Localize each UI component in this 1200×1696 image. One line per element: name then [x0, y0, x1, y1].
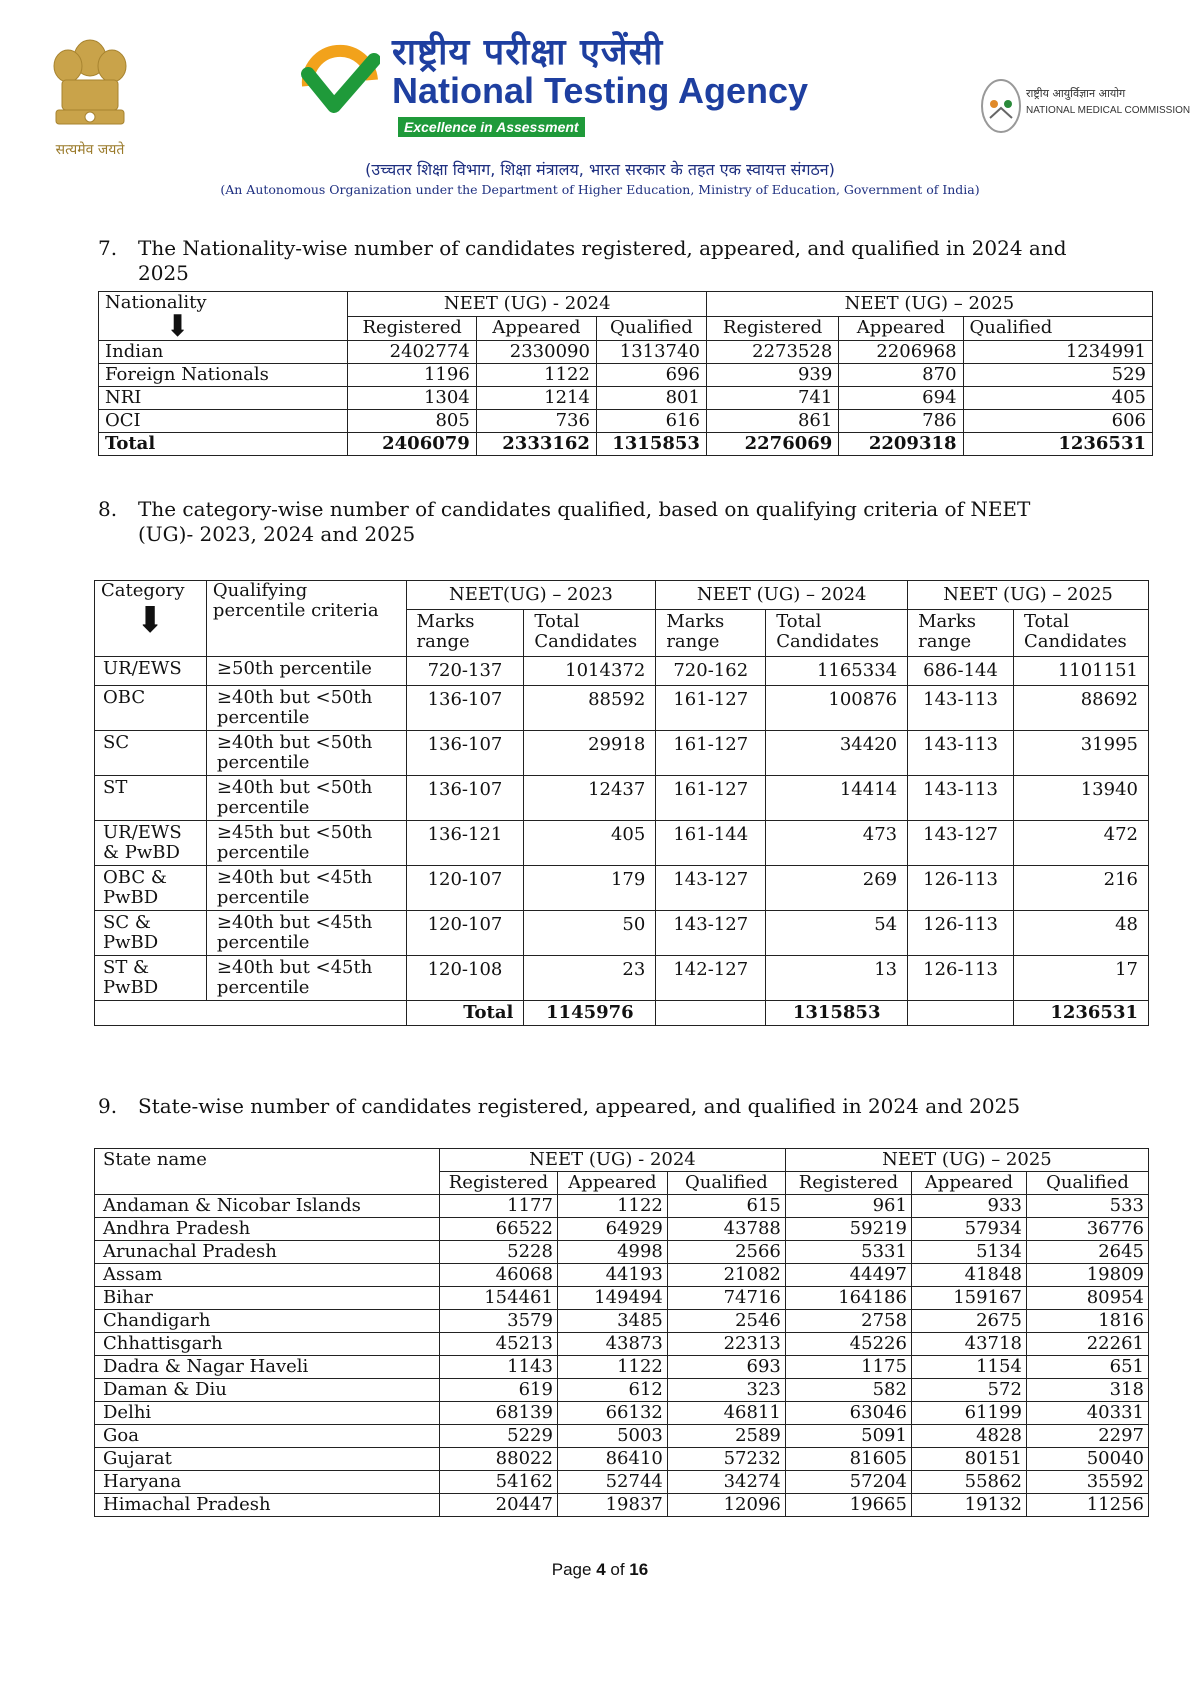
cell: 1143 — [439, 1356, 557, 1379]
cell: 1165334 — [766, 657, 908, 686]
cell: 2566 — [667, 1241, 785, 1264]
cell: Goa — [95, 1425, 440, 1448]
table-row — [99, 410, 1153, 433]
sub-header: Appeared — [476, 316, 596, 341]
section-number: 7. — [98, 236, 118, 260]
cell: Chandigarh — [95, 1310, 440, 1333]
cell: 2546 — [667, 1310, 785, 1333]
cell: 2333162 — [476, 433, 596, 456]
cell: 1313740 — [596, 341, 706, 364]
cell: SC — [95, 731, 207, 776]
cell: 61199 — [911, 1402, 1026, 1425]
cell: 57232 — [667, 1448, 785, 1471]
sub-header: Marks range — [406, 610, 524, 657]
cell: 1236531 — [1013, 1001, 1148, 1026]
group-header-2025: NEET (UG) – 2025 — [785, 1149, 1148, 1172]
table-row — [95, 686, 1149, 731]
cell: 1122 — [557, 1356, 667, 1379]
table-row — [99, 364, 1153, 387]
cell: 19837 — [557, 1494, 667, 1517]
cell: 5228 — [439, 1241, 557, 1264]
cell: Himachal Pradesh — [95, 1494, 440, 1517]
cell: 933 — [911, 1195, 1026, 1218]
cell: 612 — [557, 1379, 667, 1402]
cell: 81605 — [785, 1448, 911, 1471]
cell: 179 — [524, 866, 656, 911]
cell: 405 — [524, 821, 656, 866]
cell: 43873 — [557, 1333, 667, 1356]
section-number: 9. — [98, 1094, 118, 1118]
cell: 473 — [766, 821, 908, 866]
cell: UR/EWS — [95, 657, 207, 686]
cell: 80151 — [911, 1448, 1026, 1471]
section-title-continued: 2025 — [138, 261, 189, 285]
cell: 143-113 — [908, 776, 1014, 821]
cell: 136-107 — [406, 731, 524, 776]
section-8-heading — [98, 497, 1118, 547]
cell: Foreign Nationals — [99, 364, 348, 387]
group-header-2025: NEET (UG) – 2025 — [706, 292, 1152, 317]
cell: 19665 — [785, 1494, 911, 1517]
cell: 35592 — [1026, 1471, 1148, 1494]
cell: 686-144 — [908, 657, 1014, 686]
cell: 2209318 — [839, 433, 963, 456]
cell: Assam — [95, 1264, 440, 1287]
cell: Bihar — [95, 1287, 440, 1310]
cell: 805 — [348, 410, 476, 433]
cell: Indian — [99, 341, 348, 364]
table-row — [95, 866, 1149, 911]
cell: 142-127 — [656, 956, 766, 1001]
cell: 41848 — [911, 1264, 1026, 1287]
cell: 136-121 — [406, 821, 524, 866]
cell: 52744 — [557, 1471, 667, 1494]
table-row — [95, 731, 1149, 776]
section-7-heading — [98, 236, 1118, 286]
table-row — [95, 1310, 1149, 1333]
cell: 3579 — [439, 1310, 557, 1333]
sub-header: Qualified — [667, 1172, 785, 1195]
table-total-row — [95, 1001, 1149, 1026]
sub-header: Qualified — [963, 316, 1152, 341]
cell: 5229 — [439, 1425, 557, 1448]
cell: 2675 — [911, 1310, 1026, 1333]
cell: 741 — [706, 387, 838, 410]
nta-tagline: Excellence in Assessment — [398, 117, 585, 137]
nationality-table — [98, 291, 1153, 456]
cell: 44497 — [785, 1264, 911, 1287]
table-row — [95, 1218, 1149, 1241]
cell: 19132 — [911, 1494, 1026, 1517]
section-title: The Nationality-wise number of candidates registered, appeared, and qualified in 2024 and — [138, 236, 1067, 260]
cell: NRI — [99, 387, 348, 410]
sub-header: Total Candidates — [1013, 610, 1148, 657]
cell: 870 — [839, 364, 963, 387]
cell: 88022 — [439, 1448, 557, 1471]
cell: 66132 — [557, 1402, 667, 1425]
sub-header: Total Candidates — [524, 610, 656, 657]
cell: 68139 — [439, 1402, 557, 1425]
cell: 939 — [706, 364, 838, 387]
cell: 45213 — [439, 1333, 557, 1356]
cell: 2406079 — [348, 433, 476, 456]
table-row — [95, 1448, 1149, 1471]
sub-header: Marks range — [656, 610, 766, 657]
cell — [908, 1001, 1014, 1026]
cell: 22313 — [667, 1333, 785, 1356]
table-row — [95, 1402, 1149, 1425]
cell: 651 — [1026, 1356, 1148, 1379]
cell: 1196 — [348, 364, 476, 387]
cell: 11256 — [1026, 1494, 1148, 1517]
cell: UR/EWS & PwBD — [95, 821, 207, 866]
table-row — [95, 1195, 1149, 1218]
cell: 2330090 — [476, 341, 596, 364]
cell: 1014372 — [524, 657, 656, 686]
cell: Total — [99, 433, 348, 456]
cell: ≥40th but <45th percentile — [206, 866, 406, 911]
cell: 54 — [766, 911, 908, 956]
cell: 529 — [963, 364, 1152, 387]
nmc-hindi-name: राष्ट्रीय आयुर्विज्ञान आयोग — [1026, 87, 1126, 100]
cell: Andhra Pradesh — [95, 1218, 440, 1241]
page-total: 16 — [629, 1560, 649, 1579]
cell: 23 — [524, 956, 656, 1001]
cell: 161-144 — [656, 821, 766, 866]
cell — [95, 1001, 407, 1026]
cell: 1234991 — [963, 341, 1152, 364]
table-row — [95, 1264, 1149, 1287]
cell: 100876 — [766, 686, 908, 731]
nmc-english-name: NATIONAL MEDICAL COMMISSION — [1026, 105, 1191, 116]
sub-header: Appeared — [557, 1172, 667, 1195]
state-column-header: State name — [95, 1149, 440, 1195]
page-footer — [0, 1560, 1200, 1580]
cell: Gujarat — [95, 1448, 440, 1471]
cell: 5331 — [785, 1241, 911, 1264]
cell: 34420 — [766, 731, 908, 776]
cell: ≥45th but <50th percentile — [206, 821, 406, 866]
cell: 136-107 — [406, 776, 524, 821]
cell: Arunachal Pradesh — [95, 1241, 440, 1264]
cell: 693 — [667, 1356, 785, 1379]
cell: 50 — [524, 911, 656, 956]
cell: ST — [95, 776, 207, 821]
cell: 126-113 — [908, 956, 1014, 1001]
group-header-2024: NEET (UG) – 2024 — [656, 581, 908, 610]
cell: 2402774 — [348, 341, 476, 364]
cell: 74716 — [667, 1287, 785, 1310]
cell: 2589 — [667, 1425, 785, 1448]
cell: 143-127 — [908, 821, 1014, 866]
cell: OCI — [99, 410, 348, 433]
page-middle: of — [605, 1560, 630, 1579]
page-current: 4 — [596, 1560, 606, 1579]
cell: Chhattisgarh — [95, 1333, 440, 1356]
sub-header: Registered — [439, 1172, 557, 1195]
cell: 606 — [963, 410, 1152, 433]
cell: 154461 — [439, 1287, 557, 1310]
cell: 14414 — [766, 776, 908, 821]
cell: Dadra & Nagar Haveli — [95, 1356, 440, 1379]
cell: ≥40th but <50th percentile — [206, 776, 406, 821]
cell: 161-127 — [656, 776, 766, 821]
cell: Daman & Diu — [95, 1379, 440, 1402]
column-label: Category — [101, 580, 185, 601]
nmc-logo — [980, 78, 1022, 134]
cell: 80954 — [1026, 1287, 1148, 1310]
cell: 582 — [785, 1379, 911, 1402]
section-title: State-wise number of candidates registered, appeared, and qualified in 2024 and 2025 — [138, 1094, 1021, 1118]
cell: 13940 — [1013, 776, 1148, 821]
cell: Delhi — [95, 1402, 440, 1425]
sub-header: Registered — [785, 1172, 911, 1195]
cell: 12437 — [524, 776, 656, 821]
cell: 2276069 — [706, 433, 838, 456]
cell: 59219 — [785, 1218, 911, 1241]
group-header-2024: NEET (UG) - 2024 — [439, 1149, 785, 1172]
cell: 1101151 — [1013, 657, 1148, 686]
cell: 3485 — [557, 1310, 667, 1333]
cell: 861 — [706, 410, 838, 433]
section-number: 8. — [98, 497, 118, 521]
cell: 136-107 — [406, 686, 524, 731]
cell: ≥40th but <45th percentile — [206, 911, 406, 956]
cell: 159167 — [911, 1287, 1026, 1310]
cell: ≥50th percentile — [206, 657, 406, 686]
cell: Haryana — [95, 1471, 440, 1494]
cell: 405 — [963, 387, 1152, 410]
cell: 696 — [596, 364, 706, 387]
state-table — [94, 1148, 1149, 1517]
sub-header: Registered — [348, 316, 476, 341]
cell: 1816 — [1026, 1310, 1148, 1333]
table-row — [99, 387, 1153, 410]
cell: 120-108 — [406, 956, 524, 1001]
organization-description-english: (An Autonomous Organization under the Department of Higher Education, Ministry of Education, Government of India) — [220, 182, 980, 197]
arrow-down-icon: ⬇ — [135, 600, 166, 641]
cell: 46811 — [667, 1402, 785, 1425]
sub-header: Registered — [706, 316, 838, 341]
cell: 1236531 — [963, 433, 1152, 456]
cell: 12096 — [667, 1494, 785, 1517]
sub-header: Qualified — [1026, 1172, 1148, 1195]
cell: 1214 — [476, 387, 596, 410]
cell: 143-127 — [656, 911, 766, 956]
nta-hindi-name: राष्ट्रीय परीक्षा एजेंसी — [392, 32, 664, 73]
cell: ST & PwBD — [95, 956, 207, 1001]
cell: ≥40th but <50th percentile — [206, 686, 406, 731]
cell: 55862 — [911, 1471, 1026, 1494]
cell: 720-137 — [406, 657, 524, 686]
organization-description-hindi: (उच्चतर शिक्षा विभाग, शिक्षा मंत्रालय, भारत सरकार के तहत एक स्वायत्त संगठन) — [365, 160, 835, 179]
cell: 66522 — [439, 1218, 557, 1241]
table-total-row — [99, 433, 1153, 456]
category-column-header — [95, 581, 207, 657]
cell: 126-113 — [908, 911, 1014, 956]
emblem-caption: सत्यमेव जयते — [55, 142, 125, 158]
cell: 2645 — [1026, 1241, 1148, 1264]
section-9-heading — [98, 1094, 1138, 1119]
cell: 88592 — [524, 686, 656, 731]
cell — [656, 1001, 766, 1026]
cell: 22261 — [1026, 1333, 1148, 1356]
cell: 19809 — [1026, 1264, 1148, 1287]
cell: 786 — [839, 410, 963, 433]
cell: 164186 — [785, 1287, 911, 1310]
cell: 2297 — [1026, 1425, 1148, 1448]
nta-logo — [300, 40, 380, 120]
sub-header: Appeared — [911, 1172, 1026, 1195]
table-row — [95, 821, 1149, 866]
cell: Total — [406, 1001, 524, 1026]
cell: 1175 — [785, 1356, 911, 1379]
cell: 48 — [1013, 911, 1148, 956]
cell: 50040 — [1026, 1448, 1148, 1471]
cell: 1145976 — [524, 1001, 656, 1026]
section-title-continued: (UG)- 2023, 2024 and 2025 — [138, 522, 416, 546]
section-title: The category-wise number of candidates qualified, based on qualifying criteria of NEET — [138, 497, 1031, 521]
cell: 88692 — [1013, 686, 1148, 731]
cell: ≥40th but <45th percentile — [206, 956, 406, 1001]
page-prefix: Page — [551, 1560, 597, 1579]
cell: 961 — [785, 1195, 911, 1218]
cell: ≥40th but <50th percentile — [206, 731, 406, 776]
cell: 43718 — [911, 1333, 1026, 1356]
table-row — [95, 1494, 1149, 1517]
cell: 40331 — [1026, 1402, 1148, 1425]
table-row — [95, 911, 1149, 956]
arrow-down-icon: ⬇ — [165, 309, 191, 344]
cell: 2206968 — [839, 341, 963, 364]
cell: 5091 — [785, 1425, 911, 1448]
cell: 323 — [667, 1379, 785, 1402]
cell: 2758 — [785, 1310, 911, 1333]
cell: 13 — [766, 956, 908, 1001]
table-row — [95, 776, 1149, 821]
cell: 4828 — [911, 1425, 1026, 1448]
table-row — [95, 956, 1149, 1001]
sub-header: Qualified — [596, 316, 706, 341]
table-row — [95, 1241, 1149, 1264]
cell: 20447 — [439, 1494, 557, 1517]
cell: 43788 — [667, 1218, 785, 1241]
cell: 120-107 — [406, 911, 524, 956]
cell: 5134 — [911, 1241, 1026, 1264]
cell: 45226 — [785, 1333, 911, 1356]
group-header-2024: NEET (UG) - 2024 — [348, 292, 706, 317]
table-row — [95, 1379, 1149, 1402]
cell: 64929 — [557, 1218, 667, 1241]
cell: 17 — [1013, 956, 1148, 1001]
cell: 57934 — [911, 1218, 1026, 1241]
cell: 31995 — [1013, 731, 1148, 776]
cell: 57204 — [785, 1471, 911, 1494]
cell: 126-113 — [908, 866, 1014, 911]
cell: OBC & PwBD — [95, 866, 207, 911]
nationality-column-header — [99, 292, 348, 344]
cell: 143-113 — [908, 731, 1014, 776]
cell: 615 — [667, 1195, 785, 1218]
cell: 4998 — [557, 1241, 667, 1264]
cell: 533 — [1026, 1195, 1148, 1218]
cell: 161-127 — [656, 686, 766, 731]
cell: 34274 — [667, 1471, 785, 1494]
cell: 216 — [1013, 866, 1148, 911]
category-table — [94, 580, 1149, 1026]
table-row — [99, 341, 1153, 364]
cell: 29918 — [524, 731, 656, 776]
criteria-column-header: Qualifying percentile criteria — [206, 581, 406, 657]
cell: 143-113 — [908, 686, 1014, 731]
cell: 318 — [1026, 1379, 1148, 1402]
cell: 1315853 — [596, 433, 706, 456]
group-header-2025: NEET (UG) – 2025 — [908, 581, 1149, 610]
table-row — [95, 1356, 1149, 1379]
cell: 36776 — [1026, 1218, 1148, 1241]
cell: 269 — [766, 866, 908, 911]
cell: 694 — [839, 387, 963, 410]
cell: 54162 — [439, 1471, 557, 1494]
sub-header: Total Candidates — [766, 610, 908, 657]
cell: 44193 — [557, 1264, 667, 1287]
cell: 616 — [596, 410, 706, 433]
table-row — [95, 1471, 1149, 1494]
cell: 1122 — [476, 364, 596, 387]
cell: 2273528 — [706, 341, 838, 364]
sub-header: Marks range — [908, 610, 1014, 657]
cell: 5003 — [557, 1425, 667, 1448]
cell: 801 — [596, 387, 706, 410]
nta-english-name: National Testing Agency — [392, 70, 809, 111]
cell: 736 — [476, 410, 596, 433]
cell: 1315853 — [766, 1001, 908, 1026]
cell: 1122 — [557, 1195, 667, 1218]
table-row — [95, 1425, 1149, 1448]
cell: 619 — [439, 1379, 557, 1402]
cell: 1177 — [439, 1195, 557, 1218]
cell: SC & PwBD — [95, 911, 207, 956]
cell: 472 — [1013, 821, 1148, 866]
cell: 572 — [911, 1379, 1026, 1402]
cell: Andaman & Nicobar Islands — [95, 1195, 440, 1218]
cell: 161-127 — [656, 731, 766, 776]
cell: OBC — [95, 686, 207, 731]
cell: 86410 — [557, 1448, 667, 1471]
group-header-2023: NEET(UG) – 2023 — [406, 581, 656, 610]
cell: 1304 — [348, 387, 476, 410]
table-row — [95, 1333, 1149, 1356]
cell: 1154 — [911, 1356, 1026, 1379]
cell: 46068 — [439, 1264, 557, 1287]
cell: 143-127 — [656, 866, 766, 911]
cell: 720-162 — [656, 657, 766, 686]
cell: 63046 — [785, 1402, 911, 1425]
sub-header: Appeared — [839, 316, 963, 341]
table-row — [95, 1287, 1149, 1310]
cell: 149494 — [557, 1287, 667, 1310]
table-row — [95, 657, 1149, 686]
column-label: Nationality — [105, 292, 207, 313]
cell: 21082 — [667, 1264, 785, 1287]
cell: 120-107 — [406, 866, 524, 911]
